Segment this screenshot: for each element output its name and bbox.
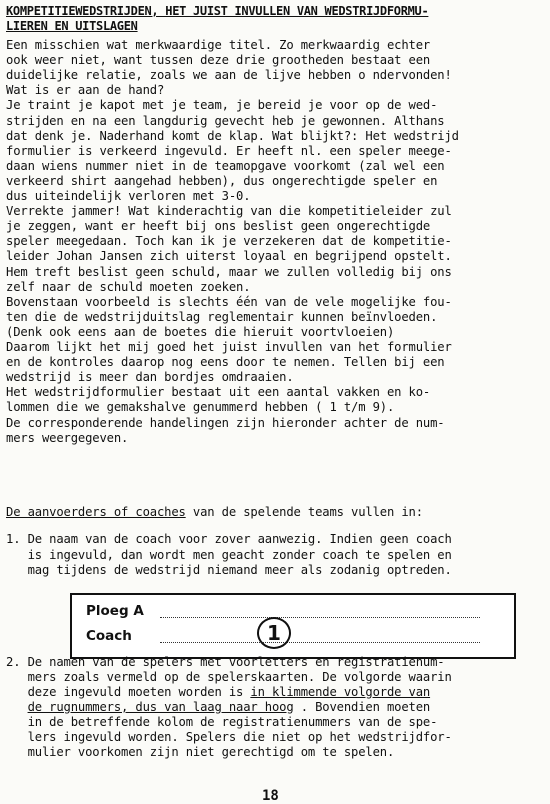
item-2-underlined-phrase-a: in klimmende volgorde van — [250, 685, 431, 699]
item-2-line-3-text: deze ingevuld moeten worden is — [6, 685, 251, 699]
item-2-line-4-indent — [6, 700, 28, 714]
coach-label: Coach — [86, 628, 132, 644]
body-line-12: Verrekte jammer! Wat kinderachtig van die kompetitieleider zul — [6, 204, 452, 219]
body-line-4: Wat is er aan de hand? — [6, 83, 165, 98]
body-line-11: dus uiteindelijk verloren met 3-0. — [6, 189, 251, 203]
item-2-line-1: 2. De namen van de spelers met voorletters en registratienum- — [6, 655, 445, 669]
ploeg-label: Ploeg A — [86, 603, 144, 619]
item-2-rest-line-2: lers ingevuld worden. Spelers die niet op het wedstrijdfor- — [6, 730, 452, 744]
body-line-2: ook weer niet, want tussen deze drie grootheden bestaat een — [6, 53, 431, 68]
body-line-1: Een misschien wat merkwaardige titel. Zo merkwaardig echter — [6, 38, 431, 52]
body-line-25: lommen die we gemakshalve genummerd hebben ( 1 t/m 9). — [6, 400, 395, 415]
item-2-line-4-rest: . Bovendien moeten — [293, 700, 431, 714]
ploeg-dotted-line — [160, 617, 480, 618]
item-2-rest-line-3: mulier voorkomen zijn niet gerechtigd om te spelen. — [6, 745, 395, 759]
body-line-16: Hem treft beslist geen schuld, maar we zullen volledig bij ons — [6, 264, 452, 279]
form-example-box — [70, 593, 516, 659]
item-2-line-3 — [6, 685, 430, 700]
item-2-line-2: mers zoals vermeld op de spelerskaarten. De volgorde waarin — [6, 670, 452, 684]
coaches-heading-underlined: De aanvoerders of coaches — [6, 505, 186, 519]
body-line-8: formulier is verkeerd ingevuld. Er heeft nl. een speler meege- — [6, 143, 452, 158]
body-line-14: speler meegedaan. Toch kan ik je verzekeren dat de kompetitie- — [6, 234, 452, 249]
item-2-underlined-phrase-b: de rugnummers, dus van laag naar hoog — [27, 700, 294, 714]
item-2-line-4 — [6, 700, 430, 715]
body-line-6: strijden en na een langdurig gevecht heb je gewonnen. Althans — [6, 113, 445, 128]
body-line-21: Daarom lijkt het mij goed het juist invullen van het formulier — [6, 340, 452, 354]
item-1-line-1: 1. De naam van de coach voor zover aanwezig. Indien geen coach — [6, 532, 452, 546]
body-line-10: verkeerd shirt aangehad hebben), dus ongerechtigde speler en — [6, 173, 438, 188]
body-line-5: Je traint je kapot met je team, je bereid je voor op de wed- — [6, 98, 438, 113]
body-line-17: zelf naar de schuld moeten zoeken. — [6, 279, 251, 294]
article-title-line-1: KOMPETITIEWEDSTRIJDEN, HET JUIST INVULLEN VAN WEDSTRIJDFORMU- — [6, 4, 429, 18]
body-line-23: wedstrijd is meer dan bordjes omdraaien. — [6, 370, 294, 385]
body-line-20: (Denk ook eens aan de boetes die hieruit voortvloeien) — [6, 324, 395, 339]
body-line-24: Het wedstrijdformulier bestaat uit een aantal vakken en ko- — [6, 385, 431, 400]
coach-dotted-line — [160, 642, 480, 643]
item-1-line-3: mag tijdens de wedstrijd niemand meer als zodanig optreden. — [6, 563, 452, 577]
coaches-heading — [6, 505, 423, 520]
article-title-line-2: LIEREN EN UITSLAGEN — [6, 19, 138, 33]
field-number-marker: 1 — [257, 617, 291, 649]
body-line-22: en de kontroles daarop nog eens door te nemen. Tellen bij een — [6, 355, 445, 370]
body-line-27: mers weergegeven. — [6, 430, 129, 445]
coaches-heading-rest: van de spelende teams vullen in: — [185, 505, 423, 519]
body-line-26: De corresponderende handelingen zijn hieronder achter de num- — [6, 415, 445, 430]
item-1-line-2: is ingevuld, dan wordt men geacht zonder coach te spelen en — [6, 547, 452, 562]
body-line-7: dat denk je. Naderhand komt de klap. Wat blijkt?: Het wedstrijd — [6, 128, 459, 143]
body-line-3: duidelijke relatie, zoals we aan de lijve hebben o ndervonden! — [6, 68, 452, 83]
body-line-15: leider Johan Jansen zich uiterst loyaal en begrijpend opstelt. — [6, 249, 452, 264]
body-line-9: daan wiens nummer niet in de teamopgave voorkomt (zal wel een — [6, 158, 445, 173]
body-line-19: ten die de wedstrijduitslag reglementair kunnen beïnvloeden. — [6, 309, 438, 324]
body-line-18: Bovenstaan voorbeeld is slechts één van de vele mogelijke fou- — [6, 294, 452, 309]
body-line-13: je zeggen, want er heeft bij ons beslist geen ongerechtigde — [6, 219, 431, 234]
item-2-rest-line-1: in de betreffende kolom de registratienummers van de spe- — [6, 715, 438, 729]
page-number: 18 — [262, 788, 279, 804]
